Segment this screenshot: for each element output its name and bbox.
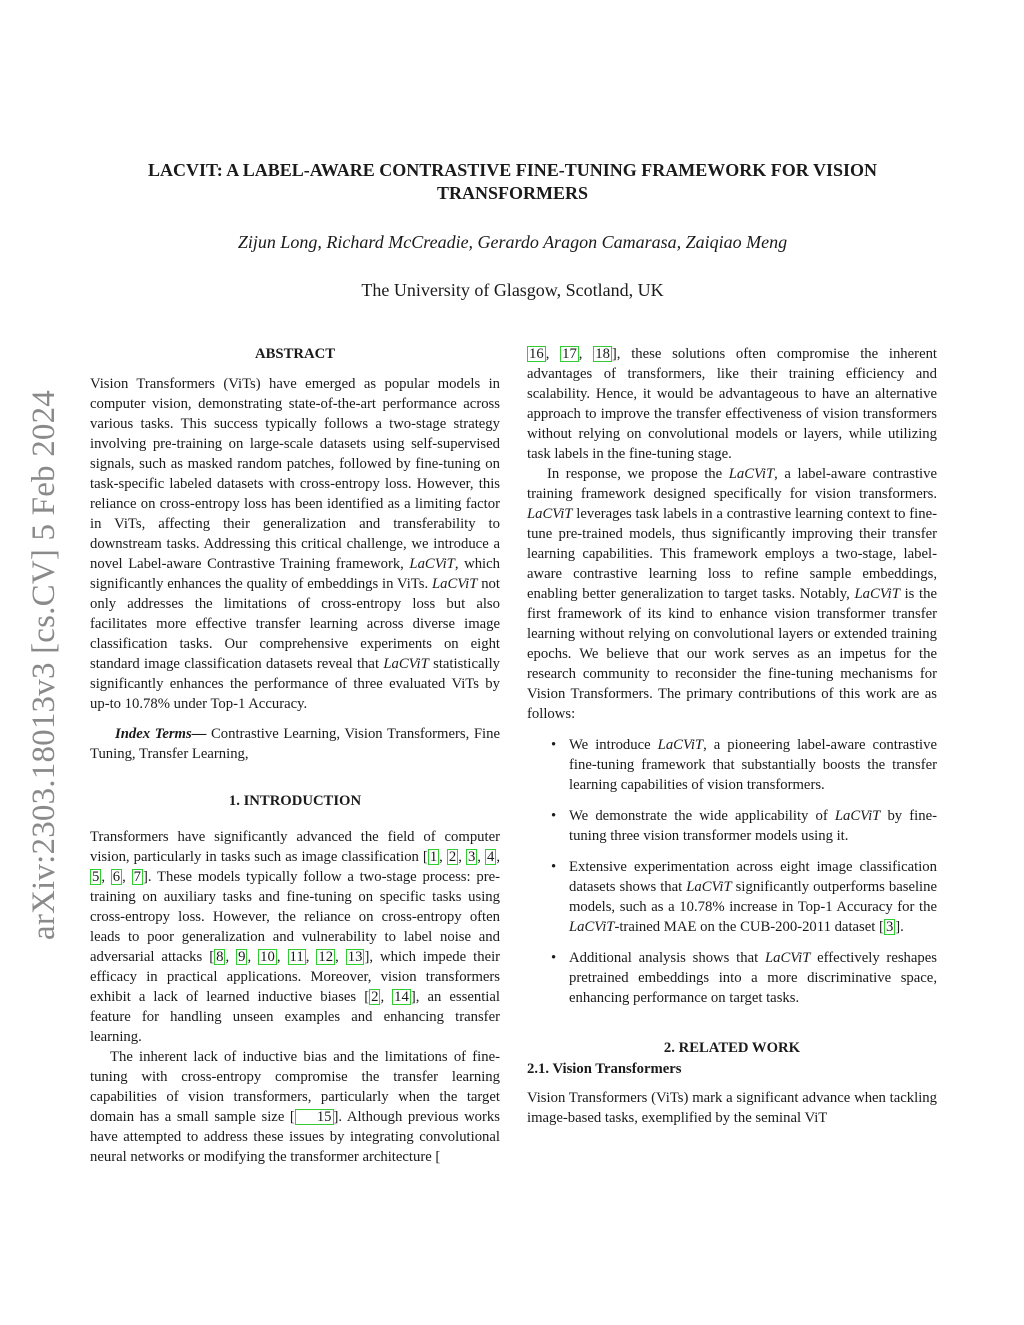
citation-link[interactable]: 8 — [216, 949, 224, 965]
index-terms-label: Index Terms— — [115, 726, 207, 742]
list-item: • We demonstrate the wide applicability of LaCViT by fine-tuning three vision transformer models using it. — [551, 808, 937, 844]
citation-link[interactable]: 11 — [289, 949, 304, 965]
introduction-heading: 1. INTRODUCTION — [228, 793, 362, 809]
citation-link[interactable]: 10 — [260, 949, 275, 965]
related-paragraph-1: Vision Transformers (ViTs) mark a significant advance when tackling image-based tasks, exemplified by the seminal ViT — [527, 1090, 937, 1126]
intro-paragraph-3: In response, we propose the LaCViT, a label-aware contrastive training framework designed specifically for vision transformers. LaCViT leverages task labels in a contrastive learning context to fine-tune pre-trained models, thus significantly improving their transfer learning capabilities. This framework employs a two-stage, label-aware contrastive learning loss to refine sample embeddings, enabling better generalization to target tasks. Notably, LaCViT is the first framework of its kind to enhance vision transformer transfer learning without relying on convolutional layers or extended training epochs. We believe that our work serves as an impetus for the research community to reconsider the fine-tuning mechanisms for Vision Transformers. The primary contributions of this work are as follows: — [527, 466, 937, 722]
list-item: • Extensive experimentation across eight image classification datasets shows that LaCViT significantly outperforms baseline models, such as a 10.78% increase in Top-1 Accuracy for the LaCViT-trained MAE on the CUB-200-2011 dataset [ 3 ]. — [551, 859, 937, 935]
citation-link[interactable]: 7 — [133, 869, 141, 885]
intro-paragraph-1: Transformers have significantly advanced the field of computer vision, particularly in tasks such as image classification [ 1 , 2 , 3 , 4 , 5 , 6 , 7 ]. These models typically follow a two-stage process: pre-training on auxiliary tasks and fine-tuning on specific tasks using cross-entropy loss. However, the reliance on cross-entropy often leads to poor generalization and vulnerability to label noise and adversarial attacks [ 8 , 9 , 10 , 11 , 12 , 13 ], which impede their efficacy in practical applications. Moreover, vision transformers exhibit a lack of learned inductive biases [ 2 , 14 ], an essential feature for handling unseen examples and enhancing transfer learning. — [90, 829, 501, 1045]
citation-link[interactable]: 3 — [885, 919, 894, 935]
author-list: Zijun Long, Richard McCreadie, Gerardo Aragon Camarasa, Zaiqiao Meng — [237, 232, 788, 252]
paper-title — [90, 159, 935, 205]
citation-link[interactable]: 15 — [295, 1109, 334, 1125]
citation-link[interactable]: 18 — [595, 346, 610, 362]
abstract-heading: ABSTRACT — [255, 346, 335, 362]
citation-link[interactable]: 2 — [371, 989, 379, 1005]
title-line-1: LACVIT: A LABEL-AWARE CONTRASTIVE FINE-TUNING FRAMEWORK FOR VISION — [148, 160, 877, 180]
bullet-icon: • — [551, 950, 557, 966]
left-column — [90, 344, 500, 1167]
citation-link[interactable]: 5 — [92, 869, 100, 885]
arxiv-sidebar — [18, 360, 70, 970]
right-column — [527, 344, 937, 1128]
title-line-2: TRANSFORMERS — [436, 183, 588, 203]
citation-link[interactable]: 6 — [112, 869, 121, 885]
abstract-text: Vision Transformers (ViTs) have emerged as popular models in computer vision, demonstrating state-of-the-art performance across various tasks. This success typically follows a two-stage strategy involving pre-training on large-scale datasets using self-supervised signals, such as masked random patches, followed by fine-tuning on task-specific labeled datasets with cross-entropy loss. However, this reliance on cross-entropy loss has been identified as a limiting factor in ViTs, affecting their generalization and transferability to downstream tasks. Addressing this critical challenge, we introduce a novel Label-aware Contrastive Training framework, LaCViT, which significantly enhances the quality of embeddings in ViTs. LaCViT not only addresses the limitations of cross-entropy loss but also facilitates more effective transfer learning across diverse image classification tasks. Our comprehensive experiments on eight standard image classification datasets reveal that LaCViT statistically significantly enhances the performance of three evaluated ViTs by up-to 10.78% under Top-1 Accuracy. — [90, 376, 500, 712]
related-work-heading: 2. RELATED WORK — [663, 1040, 801, 1056]
citation-link[interactable]: 4 — [487, 849, 495, 865]
bullet-icon: • — [551, 737, 557, 753]
list-item: • Additional analysis shows that LaCViT effectively reshapes pretrained embeddings into a more discriminative space, enhancing performance on target tasks. — [551, 950, 937, 1006]
citation-link[interactable]: 1 — [429, 849, 438, 865]
citation-link[interactable]: 12 — [318, 949, 334, 965]
citation-link[interactable]: 16 — [529, 346, 544, 362]
citation-link[interactable]: 9 — [238, 949, 246, 965]
citation-link[interactable]: 13 — [347, 949, 363, 965]
citation-link[interactable]: 2 — [448, 849, 457, 865]
list-item: • We introduce LaCViT, a pioneering label-aware contrastive fine-tuning framework that substantially boosts the transfer learning capabilities of vision transformers. — [551, 737, 937, 793]
intro-paragraph-2-continued: 16 , 17 , 18 ], these solutions often compromise the inherent advantages of transformers, like their training efficiency and scalability. Hence, it would be advantageous to have an alternative approach to improve the transfer effectiveness of vision transformers without relying on convolutional models or layers, while utilizing task labels in the fine-tuning stage. — [527, 346, 938, 462]
index-terms: Index Terms— Contrastive Learning, Vision Transformers, Fine Tuning, Transfer Learning, — [90, 726, 500, 762]
bullet-icon: • — [551, 859, 557, 875]
bullet-icon: • — [551, 808, 557, 824]
citation-link[interactable]: 3 — [467, 849, 476, 865]
contributions-list — [527, 735, 937, 1008]
citation-link[interactable]: 14 — [394, 989, 409, 1005]
arxiv-identifier[interactable]: arXiv:2303.18013v3 [cs.CV] 5 Feb 2024 — [26, 390, 62, 941]
vision-transformers-subheading: 2.1. Vision Transformers — [527, 1061, 682, 1077]
intro-paragraph-2: The inherent lack of inductive bias and the limitations of fine-tuning with cross-entropy compromise the transfer learning capabilities of vision transformers, particularly when the target domain has a small sample size [ 15 ]. Although previous works have attempted to address these issues by integrating convolutional neural networks or modifying the transformer architecture [ — [90, 1049, 500, 1165]
affiliation: The University of Glasgow, Scotland, UK — [361, 280, 664, 300]
citation-link[interactable]: 17 — [562, 346, 577, 362]
